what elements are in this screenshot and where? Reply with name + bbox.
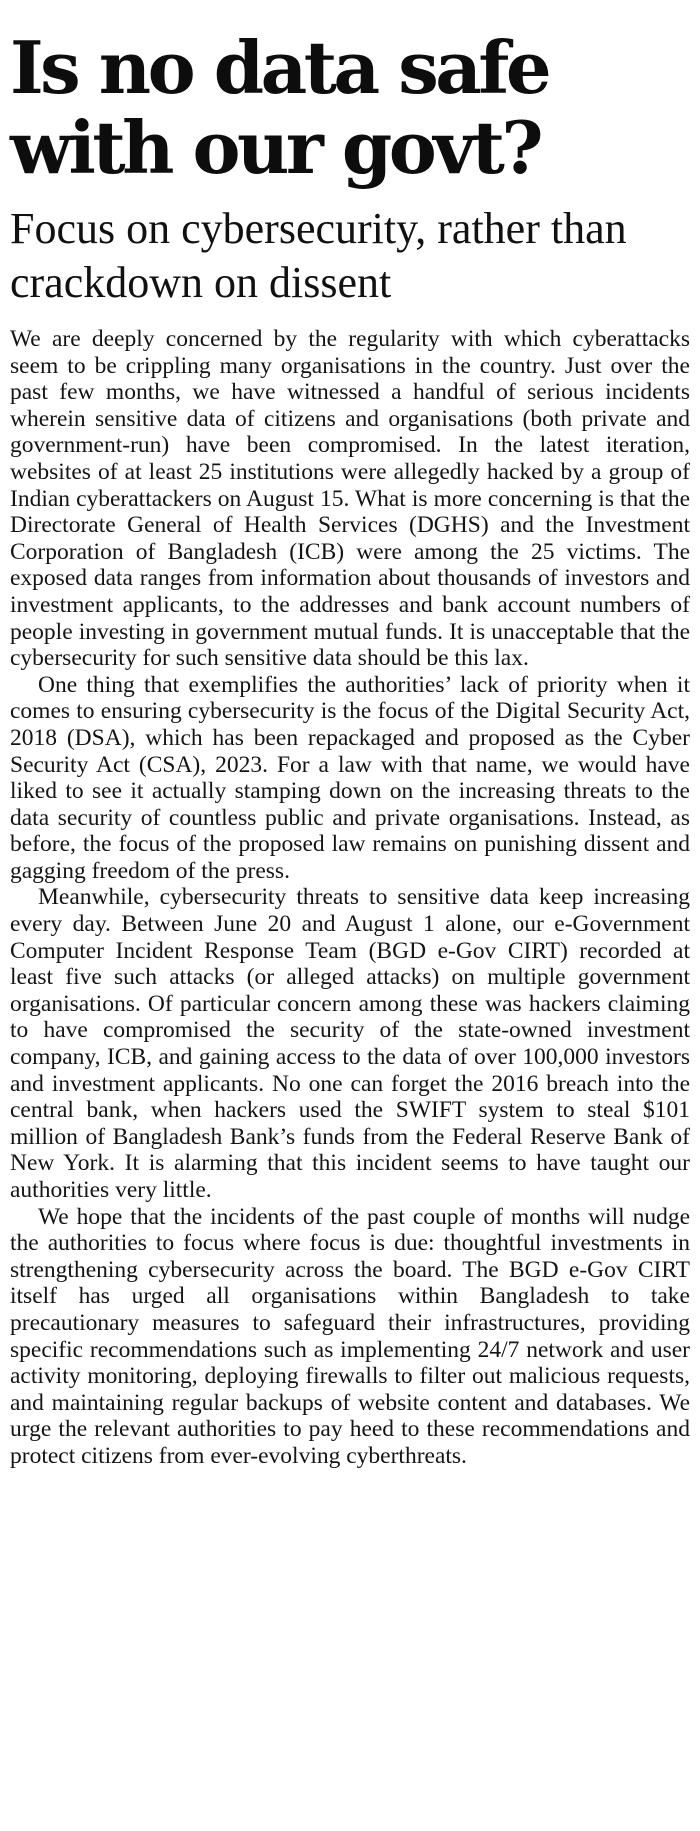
subheadline: Focus on cybersecurity, rather than crackdown on dissent (10, 204, 627, 307)
body-paragraph-3: Meanwhile, cybersecurity threats to sensitive data keep increasing every day. Between June 20 and August 1 alone, our e-Government Computer Incident Response Team (BGD e-Gov CIRT) recorded at least five such attacks (or alleged attacks) on multiple government organisations. Of particular concern among these was hackers claiming to have compromised the security of the state-owned investment company, ICB, and gaining access to the data of over 100,000 investors and investment applicants. No one can forget the 2016 breach into the central bank, when hackers used the SWIFT system to steal $101 million of Bangladesh Bank’s funds from the Federal Reserve Bank of New York. It is alarming that this incident seems to have taught our authorities very little. (10, 884, 690, 1203)
article-body (10, 326, 690, 1470)
body-paragraph-2: One thing that exemplifies the authorities’ lack of priority when it comes to ensuring cybersecurity is the focus of the Digital Security Act, 2018 (DSA), which has been repackaged and proposed as the Cyber Security Act (CSA), 2023. For a law with that name, we would have liked to see it actually stamping down on the increasing threats to the data security of countless public and private organisations. Instead, as before, the focus of the proposed law remains on punishing dissent and gagging freedom of the press. (10, 671, 690, 884)
headline: Is no data safe with our govt? (10, 25, 549, 190)
body-paragraph-1: We are deeply concerned by the regularity with which cyberattacks seem to be crippling many organisations in the country. Just over the past few months, we have witnessed a handful of serious incidents wherein sensitive data of citizens and organisations (both private and government-run) have been compromised. In the latest iteration, websites of at least 25 institutions were allegedly hacked by a group of Indian cyberattackers on August 15. What is more concerning is that the Directorate General of Health Services (DGHS) and the Investment Corporation of Bangladesh (ICB) were among the 25 victims. The exposed data ranges from information about thousands of investors and investment applicants, to the addresses and bank account numbers of people investing in government mutual funds. It is unacceptable that the cybersecurity for such sensitive data should be this lax. (10, 326, 690, 672)
body-paragraph-4: We hope that the incidents of the past couple of months will nudge the authorities to focus where focus is due: thoughtful investments in strengthening cybersecurity across the board. The BGD e-Gov CIRT itself has urged all organisations within Bangladesh to take precautionary measures to safeguard their infrastructures, providing specific recommendations such as implementing 24/7 network and user activity monitoring, deploying firewalls to filter out malicious requests, and maintaining regular backups of website content and databases. We urge the relevant authorities to pay heed to these recommendations and protect citizens from ever-evolving cyberthreats. (10, 1203, 690, 1469)
